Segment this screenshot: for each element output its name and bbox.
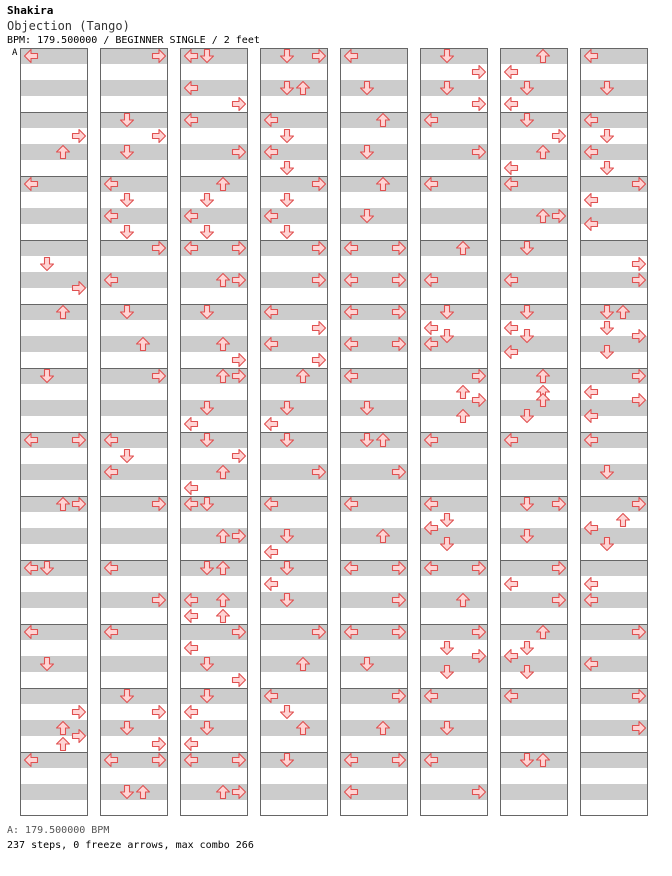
step-arrow-down bbox=[601, 162, 614, 175]
beat-stripe bbox=[20, 208, 88, 224]
step-arrow-down bbox=[121, 450, 134, 463]
beat-stripe bbox=[180, 464, 248, 480]
step-arrow-right bbox=[73, 130, 86, 143]
beat-stripe bbox=[580, 240, 648, 256]
chart-info: BPM: 179.500000 / BEGINNER SINGLE / 2 feet bbox=[7, 35, 260, 46]
beat-stripe bbox=[100, 528, 168, 544]
step-arrow-right bbox=[73, 706, 86, 719]
step-arrow-down bbox=[521, 642, 534, 655]
step-arrow-left bbox=[505, 322, 518, 335]
step-arrow-up bbox=[57, 738, 70, 751]
beat-stripe bbox=[340, 720, 408, 736]
step-arrow-right bbox=[633, 258, 646, 271]
step-arrow-up bbox=[617, 514, 630, 527]
beat-stripe bbox=[20, 400, 88, 416]
chart-column bbox=[500, 48, 568, 816]
step-arrow-left bbox=[185, 738, 198, 751]
beat-stripe bbox=[260, 720, 328, 736]
step-arrow-right bbox=[153, 706, 166, 719]
step-arrow-left bbox=[265, 546, 278, 559]
step-arrow-down bbox=[281, 706, 294, 719]
beat-stripe bbox=[420, 208, 488, 224]
beat-stripe bbox=[260, 368, 328, 384]
beat-stripe bbox=[100, 656, 168, 672]
step-arrow-right bbox=[553, 130, 566, 143]
beat-stripe bbox=[20, 528, 88, 544]
step-arrow-left bbox=[425, 322, 438, 335]
step-arrow-down bbox=[41, 258, 54, 271]
step-arrow-down bbox=[281, 194, 294, 207]
step-arrow-down bbox=[281, 162, 294, 175]
chart-column bbox=[420, 48, 488, 816]
beat-stripe bbox=[420, 592, 488, 608]
step-arrow-right bbox=[233, 354, 246, 367]
beat-stripe bbox=[180, 176, 248, 192]
artist-name: Shakira bbox=[7, 4, 54, 17]
beat-stripe bbox=[420, 240, 488, 256]
step-arrow-left bbox=[585, 578, 598, 591]
beat-stripe bbox=[20, 240, 88, 256]
beat-stripe bbox=[500, 400, 568, 416]
step-arrow-down bbox=[281, 130, 294, 143]
step-arrow-down bbox=[201, 194, 214, 207]
beat-stripe bbox=[500, 784, 568, 800]
step-arrow-left bbox=[265, 578, 278, 591]
beat-stripe bbox=[100, 80, 168, 96]
beat-stripe bbox=[180, 336, 248, 352]
beat-stripe bbox=[580, 752, 648, 768]
beat-stripe bbox=[20, 464, 88, 480]
step-arrow-down bbox=[201, 226, 214, 239]
step-arrow-left bbox=[185, 418, 198, 431]
beat-stripe bbox=[580, 560, 648, 576]
beat-stripe bbox=[420, 464, 488, 480]
step-arrow-up bbox=[217, 610, 230, 623]
beat-stripe bbox=[340, 112, 408, 128]
chart-column bbox=[100, 48, 168, 816]
beat-stripe bbox=[500, 48, 568, 64]
chart-column bbox=[580, 48, 648, 816]
beat-stripe bbox=[100, 400, 168, 416]
beat-stripe bbox=[20, 304, 88, 320]
step-arrow-down bbox=[441, 642, 454, 655]
chart-column bbox=[260, 48, 328, 816]
beat-stripe bbox=[20, 592, 88, 608]
step-arrow-left bbox=[505, 66, 518, 79]
step-arrow-left bbox=[185, 482, 198, 495]
step-arrow-left bbox=[185, 706, 198, 719]
beat-stripe bbox=[20, 336, 88, 352]
step-arrow-right bbox=[233, 450, 246, 463]
beat-stripe bbox=[340, 176, 408, 192]
step-arrow-left bbox=[585, 194, 598, 207]
footer-bpm-list: A: 179.500000 BPM bbox=[7, 825, 110, 836]
beat-stripe bbox=[500, 368, 568, 384]
beat-stripe bbox=[580, 784, 648, 800]
beat-stripe bbox=[500, 144, 568, 160]
bpm-change-marker: A bbox=[12, 48, 18, 58]
step-arrow-down bbox=[601, 322, 614, 335]
beat-stripe bbox=[500, 624, 568, 640]
step-arrow-down bbox=[121, 226, 134, 239]
step-arrow-left bbox=[265, 418, 278, 431]
chart-column bbox=[340, 48, 408, 816]
beat-stripe bbox=[20, 80, 88, 96]
song-title: Objection (Tango) bbox=[7, 19, 130, 33]
step-arrow-right bbox=[313, 322, 326, 335]
step-arrow-right bbox=[313, 354, 326, 367]
step-arrow-down bbox=[601, 130, 614, 143]
step-arrow-left bbox=[505, 578, 518, 591]
beat-stripe bbox=[500, 464, 568, 480]
step-arrow-right bbox=[153, 130, 166, 143]
step-arrow-up bbox=[457, 386, 470, 399]
step-arrow-right bbox=[153, 738, 166, 751]
footer-step-stats: 237 steps, 0 freeze arrows, max combo 266 bbox=[7, 840, 254, 851]
step-arrow-left bbox=[185, 610, 198, 623]
step-arrow-down bbox=[281, 226, 294, 239]
step-arrow-left bbox=[505, 98, 518, 111]
beat-stripe bbox=[20, 784, 88, 800]
step-arrow-right bbox=[233, 98, 246, 111]
beat-stripe bbox=[340, 528, 408, 544]
step-arrow-right bbox=[473, 98, 486, 111]
beat-stripe bbox=[20, 688, 88, 704]
step-arrow-right bbox=[233, 674, 246, 687]
step-arrow-right bbox=[473, 66, 486, 79]
beat-stripe bbox=[20, 144, 88, 160]
step-arrow-left bbox=[185, 642, 198, 655]
step-arrow-left bbox=[585, 386, 598, 399]
chart-column bbox=[20, 48, 88, 816]
beat-stripe bbox=[500, 720, 568, 736]
step-arrow-down bbox=[441, 514, 454, 527]
beat-stripe bbox=[260, 656, 328, 672]
step-arrow-down bbox=[121, 194, 134, 207]
chart-column bbox=[180, 48, 248, 816]
beat-stripe bbox=[20, 112, 88, 128]
step-arrow-left bbox=[505, 162, 518, 175]
beat-stripe bbox=[260, 784, 328, 800]
beat-stripe bbox=[100, 336, 168, 352]
